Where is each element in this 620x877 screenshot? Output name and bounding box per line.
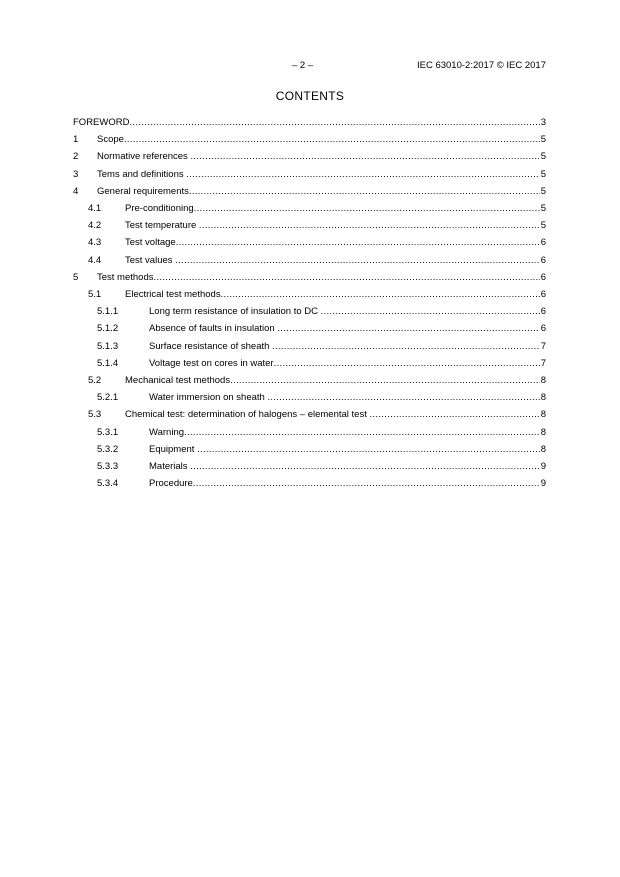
toc-entry[interactable]: [73, 114, 546, 128]
dot-leader: [190, 461, 540, 472]
toc-entry-title: Warning: [149, 426, 185, 438]
toc-entry-number: 4.4: [88, 254, 102, 266]
toc-entry-page: 8: [540, 375, 546, 386]
toc-entry-title: Procedure: [149, 478, 193, 490]
toc-entry-title: Voltage test on cores in water: [149, 357, 274, 369]
toc-entry-number: 5.2.1: [97, 392, 119, 404]
toc-entry-page: 8: [540, 409, 546, 421]
toc-entry-number: 5: [73, 271, 79, 283]
dot-leader: [230, 375, 540, 386]
toc-entry-title: FOREWORD: [73, 117, 130, 128]
toc-entry-number: 5.2: [88, 375, 102, 386]
toc-entry[interactable]: [97, 355, 546, 369]
page-number: – 2 –: [292, 60, 314, 71]
dot-leader: [272, 341, 540, 352]
toc-entry-number: 5.3.4: [97, 478, 119, 490]
toc-entry-number: 3: [73, 168, 79, 180]
toc-entry[interactable]: [97, 441, 546, 455]
toc-entry[interactable]: [97, 320, 546, 334]
dot-leader: [321, 306, 540, 317]
toc-entry-title: Materials: [149, 461, 191, 472]
toc-entry[interactable]: [88, 252, 546, 266]
toc-entry[interactable]: [88, 217, 546, 231]
toc-entry-number: 1: [73, 134, 79, 146]
toc-entry-number: 5.3: [88, 409, 102, 421]
toc-entry-number: 5.1.4: [97, 357, 119, 369]
toc-entry[interactable]: [88, 406, 546, 420]
toc-entry[interactable]: [97, 303, 546, 317]
toc-entry-page: 5: [540, 185, 546, 197]
toc-entry[interactable]: [97, 424, 546, 438]
toc-entry[interactable]: [97, 458, 546, 472]
dot-leader: [197, 444, 540, 455]
toc-entry-number: 4.3: [88, 237, 102, 249]
toc-entry-title: Chemical test: determination of halogens – elemental test: [125, 409, 370, 421]
toc-entry-title: General requirements: [97, 185, 189, 197]
toc-entry-number: 5.3.2: [97, 443, 119, 455]
dot-leader: [190, 151, 540, 162]
dot-leader: [193, 478, 540, 489]
toc-entry-title: Water immersion on sheath: [149, 392, 268, 404]
toc-entry[interactable]: [88, 372, 546, 386]
toc-entry-page: 6: [540, 323, 546, 335]
toc-entry-title: Mechanical test methods: [125, 375, 231, 386]
toc-entry-page: 6: [540, 237, 546, 249]
toc-entry-page: 8: [540, 392, 546, 404]
toc-entry-number: 5.1.1: [97, 306, 119, 318]
contents-title: CONTENTS: [275, 89, 345, 103]
dot-leader: [154, 272, 541, 283]
dot-leader: [175, 255, 540, 266]
dot-leader: [221, 289, 540, 300]
toc-entry-title: Test voltage: [125, 237, 176, 249]
dot-leader: [176, 237, 540, 248]
toc-entry[interactable]: [88, 200, 546, 214]
toc-entry-number: 4.2: [88, 220, 102, 232]
toc-entry-page: 3: [540, 117, 546, 128]
toc-entry-title: Test values: [125, 254, 176, 266]
toc-entry[interactable]: [73, 166, 546, 180]
toc-entry-number: 2: [73, 151, 79, 163]
toc-entry-page: 6: [540, 254, 546, 266]
toc-entry-page: 9: [540, 461, 546, 472]
toc-entry-page: 5: [540, 134, 546, 146]
dot-leader: [274, 358, 540, 369]
toc-entry-number: 4: [73, 185, 79, 197]
toc-entry-page: 5: [540, 220, 546, 232]
dot-leader: [194, 203, 540, 214]
toc-entry-number: 4.1: [88, 203, 102, 214]
toc-entry[interactable]: [97, 338, 546, 352]
dot-leader: [189, 186, 540, 197]
toc-entry-number: 5.3.3: [97, 461, 119, 472]
toc-entry-title: Absence of faults in insulation: [149, 323, 278, 335]
toc-entry-page: 8: [540, 426, 546, 438]
toc-entry[interactable]: [88, 234, 546, 248]
dot-leader: [184, 427, 540, 438]
toc-entry-page: 5: [540, 203, 546, 214]
toc-entry-page: 5: [540, 151, 546, 163]
dot-leader: [124, 134, 540, 145]
toc-entry[interactable]: [73, 183, 546, 197]
toc-entry-page: 7: [540, 357, 546, 369]
toc-entry[interactable]: [73, 269, 546, 283]
toc-entry[interactable]: [73, 131, 546, 145]
toc-entry-number: 5.1.3: [97, 340, 119, 352]
toc-entry-title: Long term resistance of insulation to DC: [149, 306, 321, 318]
toc-entry-page: 7: [540, 340, 546, 352]
toc-entry[interactable]: [88, 286, 546, 300]
toc-entry-title: Test temperature: [125, 220, 199, 232]
toc-entry-page: 8: [540, 443, 546, 455]
dot-leader: [267, 392, 540, 403]
toc-entry-title: Pre-conditioning: [125, 203, 194, 214]
toc-entry-number: 5.3.1: [97, 426, 119, 438]
dot-leader: [199, 220, 540, 231]
dot-leader: [129, 117, 540, 128]
standard-reference: IEC 63010-2:2017 © IEC 2017: [416, 60, 546, 71]
dot-leader: [370, 409, 541, 420]
toc-entry-page: 6: [540, 289, 546, 300]
toc-entry-title: Equipment: [149, 443, 198, 455]
toc-entry-page: 5: [540, 168, 546, 180]
toc-entry-number: 5.1.2: [97, 323, 119, 335]
toc-entry-title: Test methods: [97, 271, 154, 283]
toc-entry-title: Electrical test methods: [125, 289, 221, 300]
toc-entry[interactable]: [73, 148, 546, 162]
toc-entry-page: 6: [540, 306, 546, 318]
dot-leader: [277, 323, 540, 334]
toc-entry[interactable]: [97, 389, 546, 403]
dot-leader: [186, 169, 540, 180]
toc-entry-title: Tems and definitions: [97, 168, 187, 180]
toc-entry-title: Normative references: [97, 151, 191, 163]
toc-entry-page: 6: [540, 271, 546, 283]
toc-entry-title: Scope: [97, 134, 124, 146]
toc-entry[interactable]: [97, 475, 546, 489]
toc-entry-number: 5.1: [88, 289, 102, 300]
toc-entry-title: Surface resistance of sheath: [149, 340, 273, 352]
toc-entry-page: 9: [540, 478, 546, 490]
